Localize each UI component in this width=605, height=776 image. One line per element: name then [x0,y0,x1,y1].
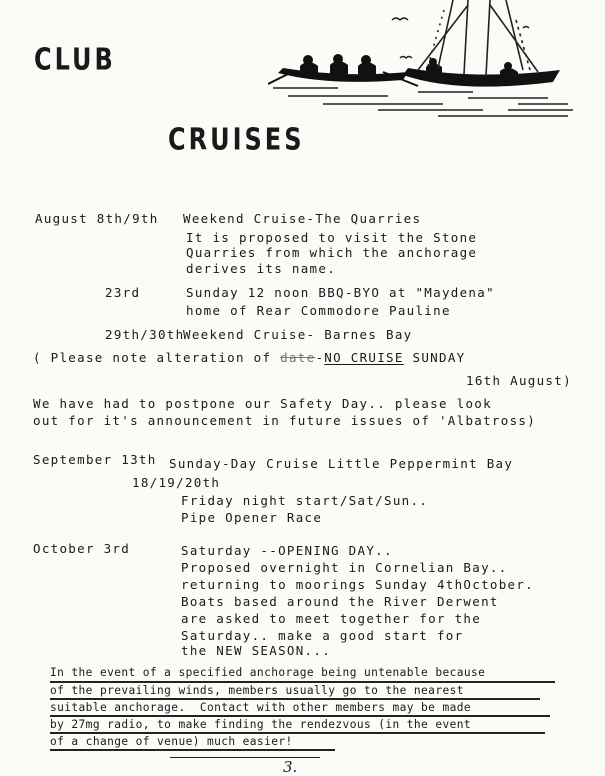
notice-line-2: of the prevailing winds, members usually go to the nearest [50,684,464,697]
alteration-note [33,350,465,365]
underline-rule [50,698,540,700]
underline-rule [50,715,550,717]
aug-23-line-1: Sunday 12 noon BBQ-BYO at "Maydena" [186,285,495,300]
oct-3-line-7: the NEW SEASON... [181,643,332,658]
notice-line-3: suitable anchorage. Contact with other members may be made [50,701,471,714]
oct-3-line-4: Boats based around the River Derwent [181,594,499,609]
note-no-cruise: NO CRUISE [324,350,404,365]
sep-13-line-1: Sunday-Day Cruise Little Peppermint Bay [169,456,514,471]
note-dash: - [315,350,325,365]
notice-line-1: In the event of a specified anchorage being untenable because [50,666,486,679]
note-pre: ( Please note alteration of [33,350,281,365]
date-oct-3: October 3rd [33,541,131,556]
underline-rule [50,749,335,751]
oct-3-line-2: Proposed overnight in Cornelian Bay.. [181,560,508,575]
underline-rule [50,681,555,683]
aug-8-9-line-1: Weekend Cruise-The Quarries [183,211,422,226]
title-cruises: CRUISES [168,122,305,157]
date-aug-8-9: August 8th/9th [35,211,159,226]
notice-line-5: of a change of venue) much easier! [50,735,293,748]
safety-day-line-2: out for it's announcement in future issues of 'Albatross) [33,413,537,428]
oct-3-line-3: returning to moorings Sunday 4thOctober. [181,577,535,592]
oct-3-line-5: are asked to meet together for the [181,611,482,626]
sailing-boats-illustration [268,0,578,125]
title-club: CLUB [34,42,116,77]
oct-3-line-1: Saturday --OPENING DAY.. [181,543,393,558]
separator-rule [170,757,320,758]
date-aug-23: 23rd [105,285,141,300]
note-struck-word: date [280,350,316,365]
aug-8-9-line-2: It is proposed to visit the Stone [186,230,478,245]
sep-18-20-line-1: Friday night start/Sat/Sun.. [181,493,429,508]
date-sep-13: September 13th [33,452,157,467]
safety-day-line-1: We have had to postpone our Safety Day.. please look [33,396,492,411]
date-aug-29-30: 29th/30th [105,327,185,342]
sep-18-20-line-2: Pipe Opener Race [181,510,323,525]
underline-rule [50,732,545,734]
alteration-note-date: 16th August) [466,373,572,388]
note-sunday: SUNDAY [403,350,466,365]
date-sep-18-20: 18/19/20th [132,475,221,490]
aug-8-9-line-3: Quarries from which the anchorage [186,245,478,260]
oct-3-line-6: Saturday.. make a good start for [181,628,464,643]
page-number: 3. [283,758,298,776]
notice-line-4: by 27mg radio, to make finding the rendezvous (in the event [50,718,471,731]
aug-23-line-2: home of Rear Commodore Pauline [186,303,451,318]
aug-8-9-line-4: derives its name. [186,261,337,276]
aug-29-30-line-1: Weekend Cruise- Barnes Bay [183,327,413,342]
